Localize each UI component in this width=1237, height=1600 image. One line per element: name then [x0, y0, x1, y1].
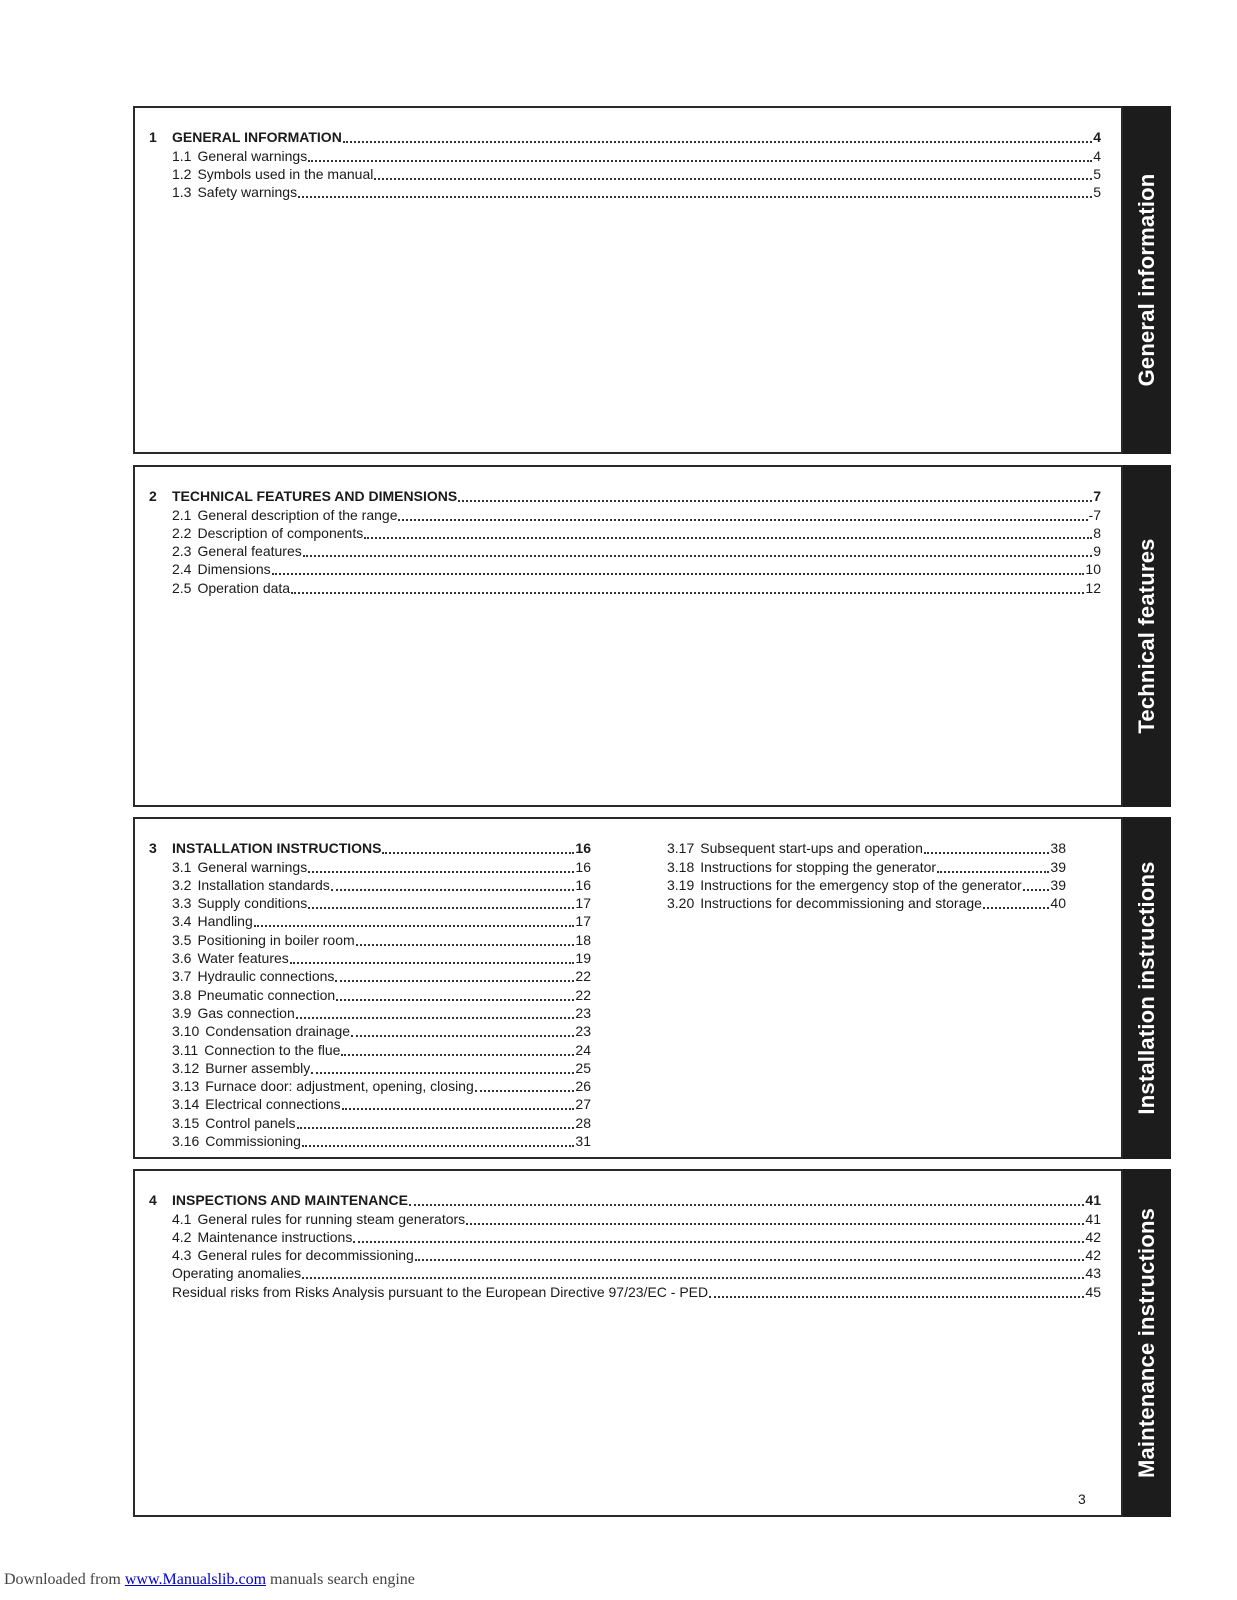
entry-page: 9	[1093, 543, 1101, 560]
entry-number: 3.17	[667, 840, 695, 857]
entry-title: Pneumatic connection	[197, 986, 336, 1003]
entry-title: Instructions for the emergency stop of the generator	[700, 876, 1022, 893]
entry-title: Instructions for decommissioning and storage	[700, 895, 982, 912]
dot-leader	[308, 871, 574, 873]
entry-number: 2.4	[172, 561, 192, 578]
entry-title: Commissioning	[205, 1133, 301, 1150]
entry-page: 19	[575, 950, 591, 967]
entry-title: Furnace door: adjustment, opening, closing	[205, 1078, 474, 1095]
tab-label: Installation instructions	[1134, 861, 1159, 1115]
entry-title: TECHNICAL FEATURES AND DIMENSIONS	[172, 488, 458, 505]
toc-entries	[149, 1191, 1101, 1301]
entry-title: Burner assembly	[205, 1059, 311, 1076]
entry-title: Water features	[197, 950, 289, 967]
entry-page: 24	[575, 1041, 591, 1058]
toc-entry[interactable]	[149, 930, 591, 948]
entry-title: General rules for running steam generators	[197, 1210, 466, 1227]
entry-page: 17	[575, 895, 591, 912]
dot-leader	[254, 925, 575, 927]
entry-page: 41	[1085, 1210, 1101, 1227]
entry-number: 3.4	[172, 913, 192, 930]
entry-page: 4	[1093, 147, 1101, 164]
entry-title: Residual risks from Risks Analysis pursuant to the European Directive 97/23/EC - PED	[172, 1283, 709, 1300]
tab-maintenance-instructions[interactable]	[1123, 1169, 1171, 1517]
entry-title: Description of components	[197, 524, 364, 541]
entry-page: 16	[575, 876, 591, 893]
dot-leader	[343, 141, 1092, 143]
toc-entry[interactable]	[149, 1022, 591, 1040]
entry-title: Gas connection	[197, 1004, 295, 1021]
toc-chapter-entry[interactable]	[149, 128, 1101, 146]
tab-label: General information	[1134, 173, 1159, 387]
toc-entry[interactable]	[149, 857, 591, 875]
entry-page: 18	[575, 931, 591, 948]
toc-section-maintenance-instructions	[133, 1169, 1170, 1517]
entry-page: 23	[575, 1004, 591, 1021]
toc-entry[interactable]	[149, 1228, 1101, 1246]
toc-entry[interactable]	[149, 1209, 1101, 1227]
entry-number: 3.2	[172, 876, 192, 893]
entry-page: 4	[1093, 129, 1101, 146]
entry-number: 3.10	[172, 1023, 200, 1040]
entry-number: 3.19	[667, 876, 695, 893]
entry-number: 4	[149, 1192, 157, 1209]
toc-entries-left-column	[149, 839, 591, 1150]
entry-title: Maintenance instructions	[197, 1228, 353, 1245]
entry-title: INSPECTIONS AND MAINTENANCE	[172, 1192, 408, 1209]
section-box	[133, 465, 1123, 807]
dot-leader	[983, 907, 1049, 909]
toc-entry[interactable]	[149, 894, 591, 912]
toc-chapter-entry[interactable]	[149, 1191, 1101, 1209]
toc-entry[interactable]	[149, 524, 1101, 542]
entry-page: 8	[1093, 524, 1101, 541]
entry-number: 1.3	[172, 184, 192, 201]
entry-title: Subsequent start-ups and operation	[700, 840, 923, 857]
entry-title: Condensation drainage	[205, 1023, 351, 1040]
entry-title: Handling	[197, 913, 253, 930]
entry-title: Symbols used in the manual	[197, 165, 374, 182]
entry-title: INSTALLATION INSTRUCTIONS	[172, 840, 382, 857]
entry-page: 43	[1085, 1265, 1101, 1282]
entry-number: 3.8	[172, 986, 192, 1003]
toc-entry[interactable]	[149, 165, 1101, 183]
entry-page: 42	[1085, 1228, 1101, 1245]
entry-title: Electrical connections	[205, 1096, 341, 1113]
toc-entry[interactable]	[149, 985, 591, 1003]
dot-leader	[308, 907, 574, 909]
toc-entry[interactable]	[149, 876, 591, 894]
dot-leader	[302, 1145, 574, 1147]
entry-title: General warnings	[197, 147, 308, 164]
section-box	[133, 817, 1123, 1159]
toc-entry[interactable]	[149, 949, 591, 967]
entry-number: 1.2	[172, 165, 192, 182]
entry-page: 5	[1093, 165, 1101, 182]
dot-leader	[924, 852, 1050, 854]
entry-title: General warnings	[197, 858, 308, 875]
entry-number: 3	[149, 840, 157, 857]
dot-leader	[353, 1241, 1084, 1243]
entry-title: Installation standards	[197, 876, 330, 893]
entry-page: 16	[575, 840, 591, 857]
dot-leader	[303, 555, 1092, 557]
entry-title: Connection to the flue	[204, 1041, 341, 1058]
dot-leader	[335, 980, 574, 982]
entry-title: Instructions for stopping the generator	[700, 858, 937, 875]
entry-page: 22	[575, 986, 591, 1003]
toc-entries	[149, 128, 1101, 201]
footer-suffix: manuals search engine	[266, 1571, 415, 1588]
entry-number: 3.15	[172, 1114, 200, 1131]
dot-leader	[466, 1223, 1084, 1225]
entry-page: 39	[1050, 876, 1066, 893]
dot-leader	[291, 592, 1084, 594]
entry-number: 3.1	[172, 858, 192, 875]
tab-label: Maintenance instructions	[1134, 1207, 1159, 1479]
toc-entry[interactable]	[644, 876, 1066, 894]
toc-entries-right-column	[644, 839, 1066, 912]
toc-entry[interactable]	[149, 1004, 591, 1022]
dot-leader	[302, 1277, 1084, 1279]
dot-leader	[398, 519, 1087, 521]
toc-entry[interactable]	[149, 1077, 591, 1095]
entry-number: 4.2	[172, 1228, 192, 1245]
entry-page: -7	[1088, 506, 1101, 523]
entry-number: 2.5	[172, 579, 192, 596]
entry-number: 3.14	[172, 1096, 200, 1113]
page-number: 3	[1078, 1491, 1086, 1507]
footer-prefix: Downloaded from	[4, 1571, 125, 1588]
dot-leader	[409, 1204, 1084, 1206]
entry-title: Control panels	[205, 1114, 296, 1131]
entry-number: 3.9	[172, 1004, 192, 1021]
toc-section-installation-instructions	[133, 817, 1170, 1159]
toc-entry[interactable]	[644, 857, 1066, 875]
entry-page: 7	[1093, 488, 1101, 505]
entry-page: 31	[575, 1133, 591, 1150]
entry-number: 3.20	[667, 895, 695, 912]
toc-section-technical-features	[133, 465, 1170, 807]
entry-page: 40	[1050, 895, 1066, 912]
dot-leader	[1023, 889, 1050, 891]
entry-number: 3.5	[172, 931, 192, 948]
dot-leader	[308, 160, 1092, 162]
entry-number: 2.3	[172, 543, 192, 560]
entry-number: 1	[149, 129, 157, 146]
entry-number: 3.3	[172, 895, 192, 912]
entry-page: 38	[1050, 840, 1066, 857]
toc-entry[interactable]	[149, 146, 1101, 164]
dot-leader	[342, 1108, 575, 1110]
entry-page: 45	[1085, 1283, 1101, 1300]
toc-entry[interactable]	[149, 505, 1101, 523]
entry-page: 5	[1093, 184, 1101, 201]
entry-number: 3.16	[172, 1133, 200, 1150]
toc-entry[interactable]	[149, 542, 1101, 560]
entry-page: 25	[575, 1059, 591, 1076]
entry-title: General features	[197, 543, 302, 560]
entry-title: Operating anomalies	[172, 1265, 302, 1282]
entry-title: General description of the range	[197, 506, 398, 523]
dot-leader	[290, 962, 575, 964]
toc-entry[interactable]	[644, 894, 1066, 912]
dot-leader	[374, 178, 1092, 180]
dot-leader	[297, 1127, 575, 1129]
dot-leader	[364, 537, 1092, 539]
entry-title: Safety warnings	[197, 184, 298, 201]
dot-leader	[341, 1054, 574, 1056]
toc-entry[interactable]	[149, 1040, 591, 1058]
entry-number: 4.3	[172, 1247, 192, 1264]
toc-entry[interactable]	[149, 967, 591, 985]
entry-title: Positioning in boiler room	[197, 931, 355, 948]
dot-leader	[336, 999, 574, 1001]
entry-number: 3.11	[172, 1041, 199, 1058]
dot-leader	[458, 500, 1092, 502]
entry-page: 10	[1085, 561, 1101, 578]
entry-number: 2.1	[172, 506, 192, 523]
entry-page: 41	[1085, 1192, 1101, 1209]
dot-leader	[415, 1259, 1085, 1261]
section-box	[133, 106, 1123, 454]
entry-page: 17	[575, 913, 591, 930]
tab-label: Technical features	[1134, 538, 1159, 734]
entry-page: 23	[575, 1023, 591, 1040]
download-footer	[4, 1571, 415, 1589]
entry-page: 42	[1085, 1247, 1101, 1264]
dot-leader	[382, 852, 574, 854]
entry-page: 12	[1085, 579, 1101, 596]
toc-entry[interactable]	[149, 1282, 1101, 1300]
dot-leader	[298, 196, 1092, 198]
dot-leader	[311, 1072, 574, 1074]
entry-page: 26	[575, 1078, 591, 1095]
tab-technical-features[interactable]	[1123, 465, 1171, 807]
toc-chapter-entry[interactable]	[149, 839, 591, 857]
entry-title: Hydraulic connections	[197, 968, 335, 985]
entry-number: 4.1	[172, 1210, 192, 1227]
dot-leader	[272, 573, 1085, 575]
dot-leader	[475, 1090, 575, 1092]
toc-entry[interactable]	[149, 1264, 1101, 1282]
toc-entry[interactable]	[149, 1113, 591, 1131]
entry-number: 3.18	[667, 858, 695, 875]
entry-page: 28	[575, 1114, 591, 1131]
entry-page: 39	[1050, 858, 1066, 875]
entry-number: 3.6	[172, 950, 192, 967]
toc-entry[interactable]	[149, 1095, 591, 1113]
entry-title: General rules for decommissioning	[197, 1247, 414, 1264]
tab-installation-instructions[interactable]	[1123, 817, 1171, 1159]
entry-title: GENERAL INFORMATION	[172, 129, 342, 146]
tab-general-information[interactable]	[1123, 106, 1171, 454]
section-box	[133, 1169, 1123, 1517]
dot-leader	[356, 944, 575, 946]
toc-entry[interactable]	[149, 1246, 1101, 1264]
entry-title: Operation data	[197, 579, 291, 596]
toc-entry[interactable]	[149, 183, 1101, 201]
toc-entry[interactable]	[149, 1059, 591, 1077]
entry-title: Supply conditions	[197, 895, 308, 912]
entry-number: 1.1	[172, 147, 192, 164]
entry-number: 3.13	[172, 1078, 200, 1095]
toc-chapter-entry[interactable]	[149, 487, 1101, 505]
entry-page: 16	[575, 858, 591, 875]
entry-number: 3.7	[172, 968, 192, 985]
entry-number: 2.2	[172, 524, 192, 541]
manualslib-link[interactable]: www.Manualslib.com	[124, 1571, 267, 1588]
entry-page: 22	[575, 968, 591, 985]
dot-leader	[296, 1017, 575, 1019]
entry-number: 2	[149, 488, 157, 505]
dot-leader	[937, 871, 1049, 873]
dot-leader	[709, 1296, 1084, 1298]
toc-entry[interactable]	[149, 578, 1101, 596]
toc-section-general-information	[133, 106, 1170, 454]
entry-page: 27	[575, 1096, 591, 1113]
dot-leader	[351, 1035, 574, 1037]
toc-entries	[149, 487, 1101, 597]
entry-title: Dimensions	[197, 561, 271, 578]
toc-entry[interactable]	[149, 1132, 591, 1150]
entry-number: 3.12	[172, 1059, 200, 1076]
toc-entry[interactable]	[149, 560, 1101, 578]
toc-entry[interactable]	[644, 839, 1066, 857]
toc-entry[interactable]	[149, 912, 591, 930]
dot-leader	[331, 889, 575, 891]
